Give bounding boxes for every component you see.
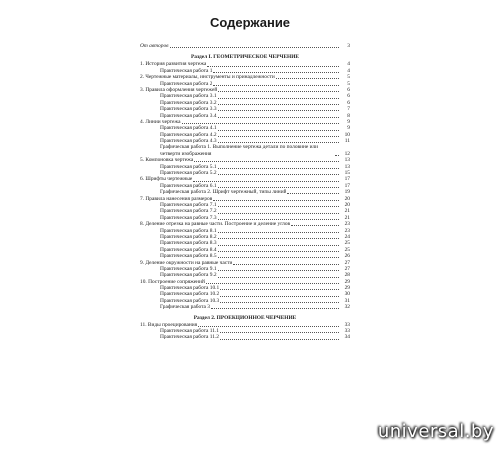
- dot-leader: [198, 326, 339, 327]
- toc-entry-title: Практическая работа 7.3: [160, 214, 217, 221]
- dot-leader: [211, 308, 339, 309]
- toc-page-number: 21: [344, 208, 350, 215]
- toc-entry-title: 1. История развития чертежа: [140, 61, 207, 68]
- dot-leader: [218, 117, 339, 118]
- toc-entry-title: 7. Правила нанесения размеров: [140, 195, 213, 202]
- dot-leader: [291, 225, 339, 226]
- dot-leader: [194, 161, 339, 162]
- toc-page-number: 11: [344, 138, 350, 145]
- toc-page-number: 28: [344, 272, 350, 279]
- toc-page-number: 23: [344, 227, 350, 234]
- dot-leader: [335, 155, 339, 156]
- toc-page-number: 33: [344, 321, 350, 328]
- toc-section-heading: Раздел I. ГЕОМЕТРИЧЕСКОЕ ЧЕРЧЕНИЕ: [190, 54, 300, 61]
- toc-entry-title: От авторов: [140, 42, 169, 49]
- watermark-logo: universal.by: [377, 421, 494, 442]
- dot-leader: [170, 47, 340, 48]
- toc-entry-title: 8. Деление отрезка на равные части. Построение и деление углов: [140, 221, 291, 228]
- toc-entry-title: Практическая работа 11.1: [160, 328, 220, 335]
- toc-entry-title: Практическая работа 6.1: [160, 182, 217, 189]
- toc-page-number: 31: [344, 297, 350, 304]
- toc-page-number: 26: [344, 253, 350, 260]
- toc-entry: [140, 43, 350, 49]
- toc-page-number: 17: [344, 176, 350, 183]
- dot-leader: [213, 85, 339, 86]
- toc-page-number: 13: [344, 157, 350, 164]
- toc-page-number: 34: [344, 334, 350, 341]
- toc-page-number: 6: [347, 93, 350, 100]
- toc-entry-title: Практическая работа 1: [160, 67, 213, 74]
- toc-page-number: 3: [347, 42, 350, 49]
- toc-page-number: 12: [344, 150, 350, 157]
- dot-leader: [218, 251, 339, 252]
- toc-page-number: 32: [344, 304, 350, 311]
- dot-leader: [218, 270, 339, 271]
- dot-leader: [220, 296, 339, 297]
- toc-entry-title: Практическая работа 2: [160, 80, 213, 87]
- toc-entry-title: Практическая работа 8.1: [160, 227, 217, 234]
- toc-page-number: 17: [344, 182, 350, 189]
- toc-page-number: 19: [344, 189, 350, 196]
- dot-leader: [218, 136, 339, 137]
- toc-entry-title: Практическая работа 10.3: [160, 297, 220, 304]
- dot-leader: [218, 206, 339, 207]
- toc-page-number: 29: [344, 278, 350, 285]
- toc-page-number: 20: [344, 201, 350, 208]
- page-title: Содержание: [209, 15, 291, 30]
- toc-entry-title: Практическая работа 10.1: [160, 285, 220, 292]
- toc-entry: [140, 144, 350, 157]
- toc-entry-title: 11. Виды проецирования: [140, 321, 198, 328]
- toc-page-number: 10: [344, 131, 350, 138]
- toc-page-number: 6: [347, 86, 350, 93]
- toc-page-number: 33: [344, 328, 350, 335]
- dot-leader: [218, 232, 339, 233]
- toc-entry-title: Графическая работа 3: [160, 304, 210, 311]
- dot-leader: [218, 245, 339, 246]
- dot-leader: [218, 219, 339, 220]
- dot-leader: [218, 213, 339, 214]
- toc-entry-title: Практическая работа 8.5: [160, 253, 217, 260]
- dot-leader: [218, 91, 339, 92]
- dot-leader: [193, 181, 339, 182]
- dot-leader: [287, 193, 339, 194]
- toc-entry-title: Практическая работа 10.2: [160, 291, 220, 298]
- dot-leader: [218, 187, 339, 188]
- dot-leader: [218, 238, 339, 239]
- dot-leader: [218, 174, 339, 175]
- dot-leader: [213, 72, 339, 73]
- toc-entry-title: 4. Линии чертежа: [140, 118, 181, 125]
- toc-page-number: 8: [347, 112, 350, 119]
- toc-entry-title: Практическая работа 7.2: [160, 208, 217, 215]
- toc-entry-title: Практическая работа 4.2: [160, 131, 217, 138]
- toc-page-number: 4: [347, 67, 350, 74]
- toc-entry-title: Практическая работа 9.1: [160, 265, 217, 272]
- toc-entry-title: Практическая работа 11.2: [160, 334, 220, 341]
- dot-leader: [218, 277, 339, 278]
- dot-leader: [218, 104, 339, 105]
- toc-page-number: 9: [347, 118, 350, 125]
- toc-page-number: 25: [344, 240, 350, 247]
- toc-entry-title: Практическая работа 4.1: [160, 125, 217, 132]
- toc-page-number: 25: [344, 246, 350, 253]
- dot-leader: [218, 142, 339, 143]
- toc-page-number: 4: [347, 61, 350, 68]
- toc-page-number: 27: [344, 259, 350, 266]
- toc-page-number: 21: [344, 214, 350, 221]
- dot-leader: [220, 289, 339, 290]
- table-of-contents: [140, 43, 350, 341]
- dot-leader: [206, 283, 339, 284]
- toc-entry-title: 3. Правила оформления чертежей: [140, 86, 218, 93]
- dot-leader: [213, 200, 339, 201]
- toc-entry-title: Практическая работа 7.1: [160, 201, 217, 208]
- dot-leader: [218, 130, 339, 131]
- toc-entry-title: Практическая работа 8.3: [160, 240, 217, 247]
- toc-entry-title: Практическая работа 4.3: [160, 138, 217, 145]
- dot-leader: [220, 332, 339, 333]
- dot-leader: [218, 257, 339, 258]
- toc-entry-title: Практическая работа 3.2: [160, 99, 217, 106]
- dot-leader: [220, 339, 339, 340]
- toc-entry-title: Практическая работа 5.1: [160, 163, 217, 170]
- toc-entry-title: Практическая работа 3.4: [160, 112, 217, 119]
- toc-entry-title: Практическая работа 3.3: [160, 106, 217, 113]
- toc-entry-title: Практическая работа 8.4: [160, 246, 217, 253]
- dot-leader: [218, 168, 339, 169]
- toc-entry-title: 5. Компоновка чертежа: [140, 157, 194, 164]
- toc-entry: [140, 334, 350, 340]
- toc-entry-title: Практическая работа 5.2: [160, 170, 217, 177]
- toc-page-number: 27: [344, 265, 350, 272]
- toc-page-number: 5: [347, 80, 350, 87]
- toc-entry-title: Графическая работа 1. Выполнение чертежа детали по половине или четверти изображения: [160, 144, 319, 157]
- toc-page-number: 29: [344, 285, 350, 292]
- toc-entry-title: 10. Построение сопряжений: [140, 278, 205, 285]
- dot-leader: [276, 78, 339, 79]
- toc-section-heading: Раздел 2. ПРОЕКЦИОННОЕ ЧЕРЧЕНИЕ: [193, 314, 297, 321]
- dot-leader: [218, 110, 339, 111]
- toc-page-number: 7: [347, 106, 350, 113]
- dot-leader: [220, 302, 339, 303]
- toc-page-number: 13: [344, 163, 350, 170]
- toc-page-number: 5: [347, 74, 350, 81]
- toc-entry-title: Практическая работа 3.1: [160, 93, 217, 100]
- toc-entry-title: 2. Чертежные материалы, инструменты и принадлежности: [140, 74, 275, 81]
- toc-page-number: 30: [344, 291, 350, 298]
- toc-page-number: 9: [347, 125, 350, 132]
- toc-entry-title: Графическая работа 2. Шрифт чертежный, типы линий: [160, 189, 287, 196]
- toc-page-number: 20: [344, 195, 350, 202]
- toc-entry-title: 9. Деление окружности на равные части: [140, 259, 233, 266]
- toc-page-number: 24: [344, 233, 350, 240]
- dot-leader: [233, 264, 339, 265]
- dot-leader: [182, 123, 339, 124]
- toc-page-number: 23: [344, 221, 350, 228]
- dot-leader: [207, 66, 339, 67]
- toc-entry-title: Практическая работа 8.2: [160, 233, 217, 240]
- toc-page-number: 15: [344, 170, 350, 177]
- toc-entry-title: 6. Шрифты чертежные: [140, 176, 193, 183]
- toc-entry: [140, 304, 350, 310]
- toc-page-number: 6: [347, 99, 350, 106]
- dot-leader: [218, 98, 339, 99]
- toc-entry-title: Практическая работа 9.2: [160, 272, 217, 279]
